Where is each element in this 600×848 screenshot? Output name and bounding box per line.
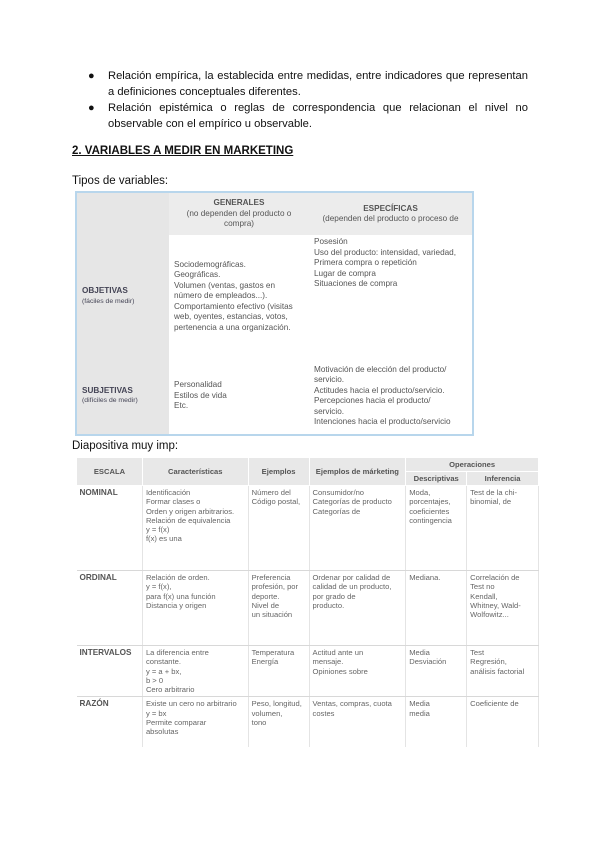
- cell-obj-generales: [169, 235, 309, 358]
- header-ejemplos: Ejemplos: [248, 458, 309, 486]
- cell-line: La diferencia entre: [145, 648, 209, 657]
- cell-line: pertenencia a una organización.: [174, 322, 291, 332]
- cell-line: número de empleados...).: [174, 291, 268, 301]
- cell-line: Existe un cero no arbitrario: [145, 699, 237, 709]
- bullet-text: Relación epistémica o reglas de correspondencia que relacionan el nivel no observable con el empírico u observable.: [108, 102, 528, 130]
- cell-line: Energía: [251, 657, 279, 667]
- cell-line: Geográficas.: [174, 270, 221, 280]
- header-ejemplos-marketing: Ejemplos de márketing: [309, 458, 406, 486]
- header-inferencia: Inferencia: [467, 472, 539, 486]
- cell-line: Wolfowitz...: [470, 610, 509, 620]
- cell-line: binomial, de: [470, 497, 512, 507]
- cell-line: Mediana.: [409, 573, 441, 582]
- cell-line: Peso, longitud,: [251, 699, 302, 709]
- scale-name: NOMINAL: [77, 486, 143, 571]
- bullet-item: [88, 69, 528, 100]
- cell-line: Comportamiento efectivo (visitas: [174, 301, 293, 311]
- cell-line: Temperatura: [251, 648, 295, 657]
- cell-marketing: [309, 697, 406, 748]
- cell-line: Relación de equivalencia: [145, 515, 231, 525]
- cell-line: Whitney, Wald-: [470, 600, 521, 610]
- cell-line: b > 0: [145, 675, 164, 685]
- cell-line: producto.: [312, 600, 345, 610]
- cell-line: Ventas, compras, cuota: [312, 699, 392, 709]
- cell-line: Actitud ante un: [312, 648, 364, 657]
- cell-caracteristicas: [142, 486, 248, 571]
- bullet-icon: ●: [88, 102, 95, 114]
- variable-types-table: [75, 191, 474, 436]
- cell-descriptivas: [406, 646, 467, 697]
- cell-line: Personalidad: [174, 380, 222, 390]
- cell-line: Test: [470, 648, 485, 657]
- scale-name: INTERVALOS: [77, 646, 143, 697]
- table-row: [77, 697, 539, 748]
- cell-line: Relación de orden.: [145, 573, 210, 582]
- row-objetivas-sub: (fáciles de medir): [82, 297, 135, 305]
- header-operaciones: Operaciones: [406, 458, 539, 472]
- cell-line: Posesión: [314, 237, 348, 246]
- cell-line: Preferencia: [251, 573, 291, 582]
- cell-line: Número del: [251, 488, 291, 497]
- cell-ejemplos: [248, 646, 309, 697]
- cell-caracteristicas: [142, 697, 248, 748]
- cell-line: porcentajes,: [409, 497, 451, 507]
- cell-line: Desviación: [409, 657, 447, 667]
- cell-line: Intenciones hacia el producto/servicio: [314, 417, 451, 426]
- table-row: [77, 646, 539, 697]
- header-especificas: [309, 192, 473, 235]
- cell-line: Código postal,: [251, 497, 301, 507]
- cell-line: Test no: [470, 582, 495, 592]
- cell-line: y = f(x): [145, 525, 170, 535]
- cell-line: coeficientes: [409, 506, 450, 516]
- scale-name: RAZÓN: [77, 697, 143, 748]
- cell-line: Media: [409, 648, 430, 657]
- row-objetivas-title: OBJETIVAS: [82, 286, 128, 295]
- header-descriptivas: Descriptivas: [406, 472, 467, 486]
- cell-line: Sociodemográficas.: [174, 259, 246, 269]
- cell-line: Situaciones de compra: [314, 279, 398, 288]
- cell-line: profesión, por: [251, 582, 299, 592]
- cell-line: Moda,: [409, 488, 431, 497]
- cell-line: Percepciones hacia el producto/: [314, 396, 431, 405]
- cell-ejemplos: [248, 697, 309, 748]
- cell-line: servicio.: [314, 375, 345, 384]
- cell-line: volumen,: [251, 708, 283, 718]
- cell-obj-especificas: [309, 235, 473, 358]
- cell-line: Estilos de vida: [174, 390, 227, 400]
- scale-name: ORDINAL: [77, 571, 143, 646]
- cell-line: Cero arbitrario: [145, 685, 195, 695]
- cell-line: servicio.: [314, 406, 345, 416]
- cell-line: Consumidor/no: [312, 488, 365, 497]
- row-subjetivas-title: SUBJETIVAS: [82, 385, 133, 395]
- cell-line: y = f(x),: [145, 582, 172, 592]
- cell-line: Orden y origen arbitrarios.: [145, 506, 235, 516]
- cell-inferencia: [467, 571, 539, 646]
- slide-label: Diapositiva muy imp:: [72, 440, 179, 452]
- cell-inferencia: [467, 697, 539, 748]
- cell-descriptivas: [406, 486, 467, 571]
- cell-line: Lugar de compra: [314, 268, 376, 278]
- bullet-icon: ●: [88, 70, 95, 82]
- cell-marketing: [309, 486, 406, 571]
- cell-descriptivas: [406, 571, 467, 646]
- cell-line: calidad de un producto,: [312, 582, 392, 592]
- cell-line: absolutas: [145, 727, 179, 737]
- cell-line: Categorías de producto: [312, 497, 392, 507]
- cell-inferencia: [467, 486, 539, 571]
- cell-line: Kendall,: [470, 591, 498, 601]
- header-generales-title: GENERALES: [213, 198, 265, 208]
- cell-line: Identificación: [145, 488, 191, 497]
- cell-line: Test de la chi-: [470, 488, 517, 497]
- cell-line: Coeficiente de: [470, 699, 519, 709]
- cell-line: Actitudes hacia el producto/servicio.: [314, 385, 445, 395]
- table-corner: [76, 192, 169, 235]
- cell-line: contingencia: [409, 515, 452, 525]
- cell-line: Regresión,: [470, 657, 507, 667]
- variable-types-label: Tipos de variables:: [72, 175, 169, 187]
- cell-line: web, oyentes, estancias, votos,: [174, 312, 288, 322]
- cell-line: constante.: [145, 657, 181, 667]
- cell-line: y = a + bx,: [145, 666, 182, 676]
- cell-line: Categorías de: [312, 506, 361, 516]
- bullet-item: [88, 101, 528, 132]
- row-subjetivas-sub: (difíciles de medir): [82, 397, 138, 404]
- cell-line: Correlación de: [470, 573, 520, 582]
- cell-line: por grado de: [312, 591, 356, 601]
- cell-line: deporte.: [251, 591, 280, 601]
- cell-inferencia: [467, 646, 539, 697]
- cell-line: media: [409, 708, 430, 718]
- cell-line: Formar clases o: [145, 497, 201, 507]
- section-heading: 2. VARIABLES A MEDIR EN MARKETING: [72, 145, 294, 157]
- cell-marketing: [309, 646, 406, 697]
- cell-caracteristicas: [142, 646, 248, 697]
- cell-line: Etc.: [174, 401, 189, 411]
- cell-line: Motivación de elección del producto/: [314, 364, 447, 374]
- row-objetivas: [76, 235, 169, 358]
- measurement-scales-table: [76, 457, 539, 747]
- cell-line: Ordenar por calidad de: [312, 573, 391, 582]
- header-especificas-title: ESPECÍFICAS: [363, 203, 418, 213]
- cell-line: análisis factorial: [470, 666, 525, 676]
- cell-descriptivas: [406, 697, 467, 748]
- cell-line: Media: [409, 699, 430, 709]
- cell-caracteristicas: [142, 571, 248, 646]
- cell-line: Nivel de: [251, 600, 280, 610]
- header-especificas-sub: (dependen del producto o proceso de: [322, 214, 459, 223]
- header-generales-sub: (no dependen del producto o compra): [186, 208, 292, 229]
- header-generales: [169, 192, 309, 235]
- cell-line: f(x) es una: [145, 534, 182, 544]
- cell-line: para f(x) una función: [145, 591, 216, 601]
- cell-line: Primera compra o repetición: [314, 258, 417, 267]
- header-caracteristicas: Características: [142, 458, 248, 486]
- bullet-text: Relación empírica, la establecida entre medidas, entre indicadores que representan a definiciones conceptuales diferentes.: [108, 70, 528, 98]
- cell-line: Uso del producto: intensidad, variedad,: [314, 247, 457, 257]
- cell-line: y = bx: [145, 708, 167, 718]
- cell-line: un situación: [251, 610, 293, 620]
- cell-ejemplos: [248, 486, 309, 571]
- row-subjetivas: [76, 358, 169, 435]
- cell-line: Volumen (ventas, gastos en: [174, 280, 276, 290]
- cell-line: Permite comparar: [145, 718, 207, 728]
- header-escala: ESCALA: [77, 458, 143, 486]
- cell-subj-especificas: [309, 358, 473, 435]
- bullet-list: [88, 69, 528, 133]
- cell-line: costes: [312, 708, 335, 718]
- cell-subj-generales: [169, 358, 309, 435]
- cell-line: tono: [251, 718, 267, 728]
- table-row: [77, 571, 539, 646]
- cell-line: mensaje.: [312, 657, 344, 667]
- table-row: [77, 486, 539, 571]
- cell-ejemplos: [248, 571, 309, 646]
- cell-marketing: [309, 571, 406, 646]
- cell-line: Opiniones sobre: [312, 666, 368, 676]
- cell-line: Distancia y origen: [145, 600, 207, 610]
